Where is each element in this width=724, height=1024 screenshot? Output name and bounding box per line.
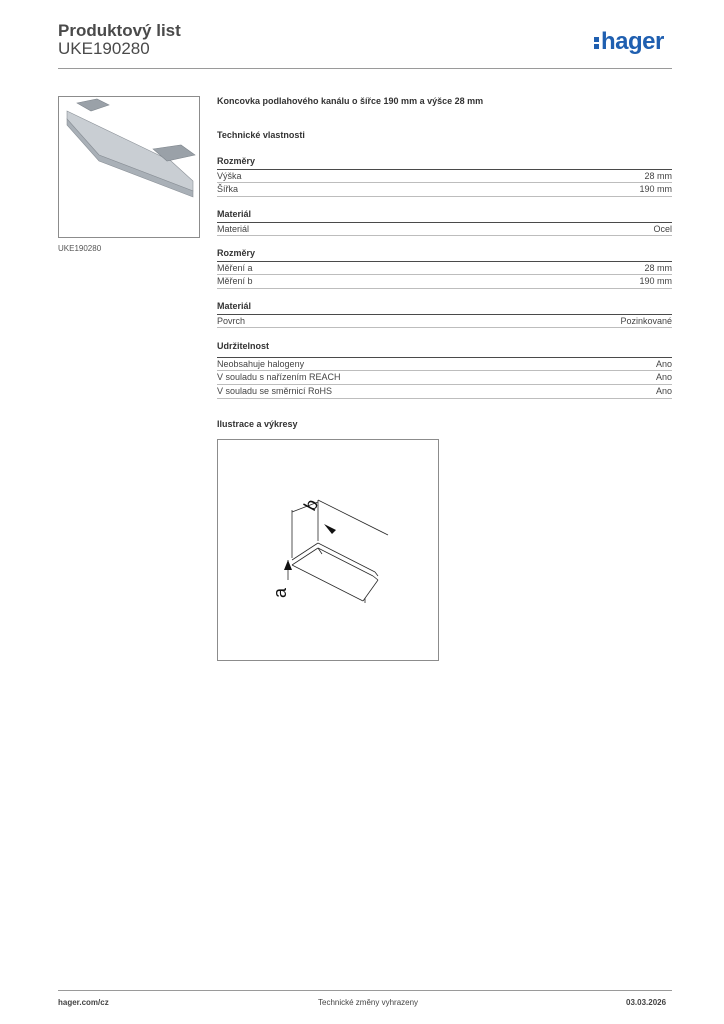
group-title: Rozměry	[217, 156, 256, 166]
spec-row: Měření b 190 mm	[217, 275, 672, 289]
spec-row: Neobsahuje halogeny Ano	[217, 359, 672, 369]
spec-row: Materiál Ocel	[217, 224, 672, 234]
group-title: Udržitelnost	[217, 341, 270, 351]
drawings-heading: Ilustrace a výkresy	[217, 419, 298, 429]
spec-row: Povrch Pozinkované	[217, 316, 672, 326]
page-title: Produktový list	[58, 21, 181, 40]
logo-dots-icon	[594, 35, 599, 51]
hager-logo	[594, 28, 664, 56]
footer-notice: Technické změny vyhrazeny	[318, 998, 419, 1007]
spec-row: Šířka 190 mm	[217, 183, 672, 197]
specs-heading: Technické vlastnosti	[217, 130, 305, 140]
dimension-drawing	[218, 440, 438, 660]
product-image	[58, 96, 200, 238]
product-image-caption: UKE190280	[58, 244, 102, 253]
technical-drawing	[217, 439, 439, 661]
product-code: UKE190280	[58, 39, 150, 58]
logo-text: hager	[601, 28, 664, 55]
footer-divider	[58, 990, 672, 991]
footer-website[interactable]: hager.com/cz	[58, 998, 109, 1007]
product-photo-icon	[59, 97, 199, 237]
dimension-label-a: a	[270, 587, 290, 598]
spec-row: V souladu se směrnicí RoHS Ano	[217, 385, 672, 399]
spec-row: Výška 28 mm	[217, 171, 672, 181]
footer-date: 03.03.2026	[626, 998, 667, 1007]
group-title: Materiál	[217, 209, 252, 219]
group-title: Rozměry	[217, 248, 256, 258]
group-title: Materiál	[217, 301, 252, 311]
spec-row: V souladu s nařízením REACH Ano	[217, 371, 672, 385]
header-divider	[58, 68, 672, 69]
spec-row: Měření a 28 mm	[217, 263, 672, 273]
dimension-label-b: b	[299, 495, 323, 514]
product-description: Koncovka podlahového kanálu o šířce 190 mm a výšce 28 mm	[217, 96, 484, 106]
